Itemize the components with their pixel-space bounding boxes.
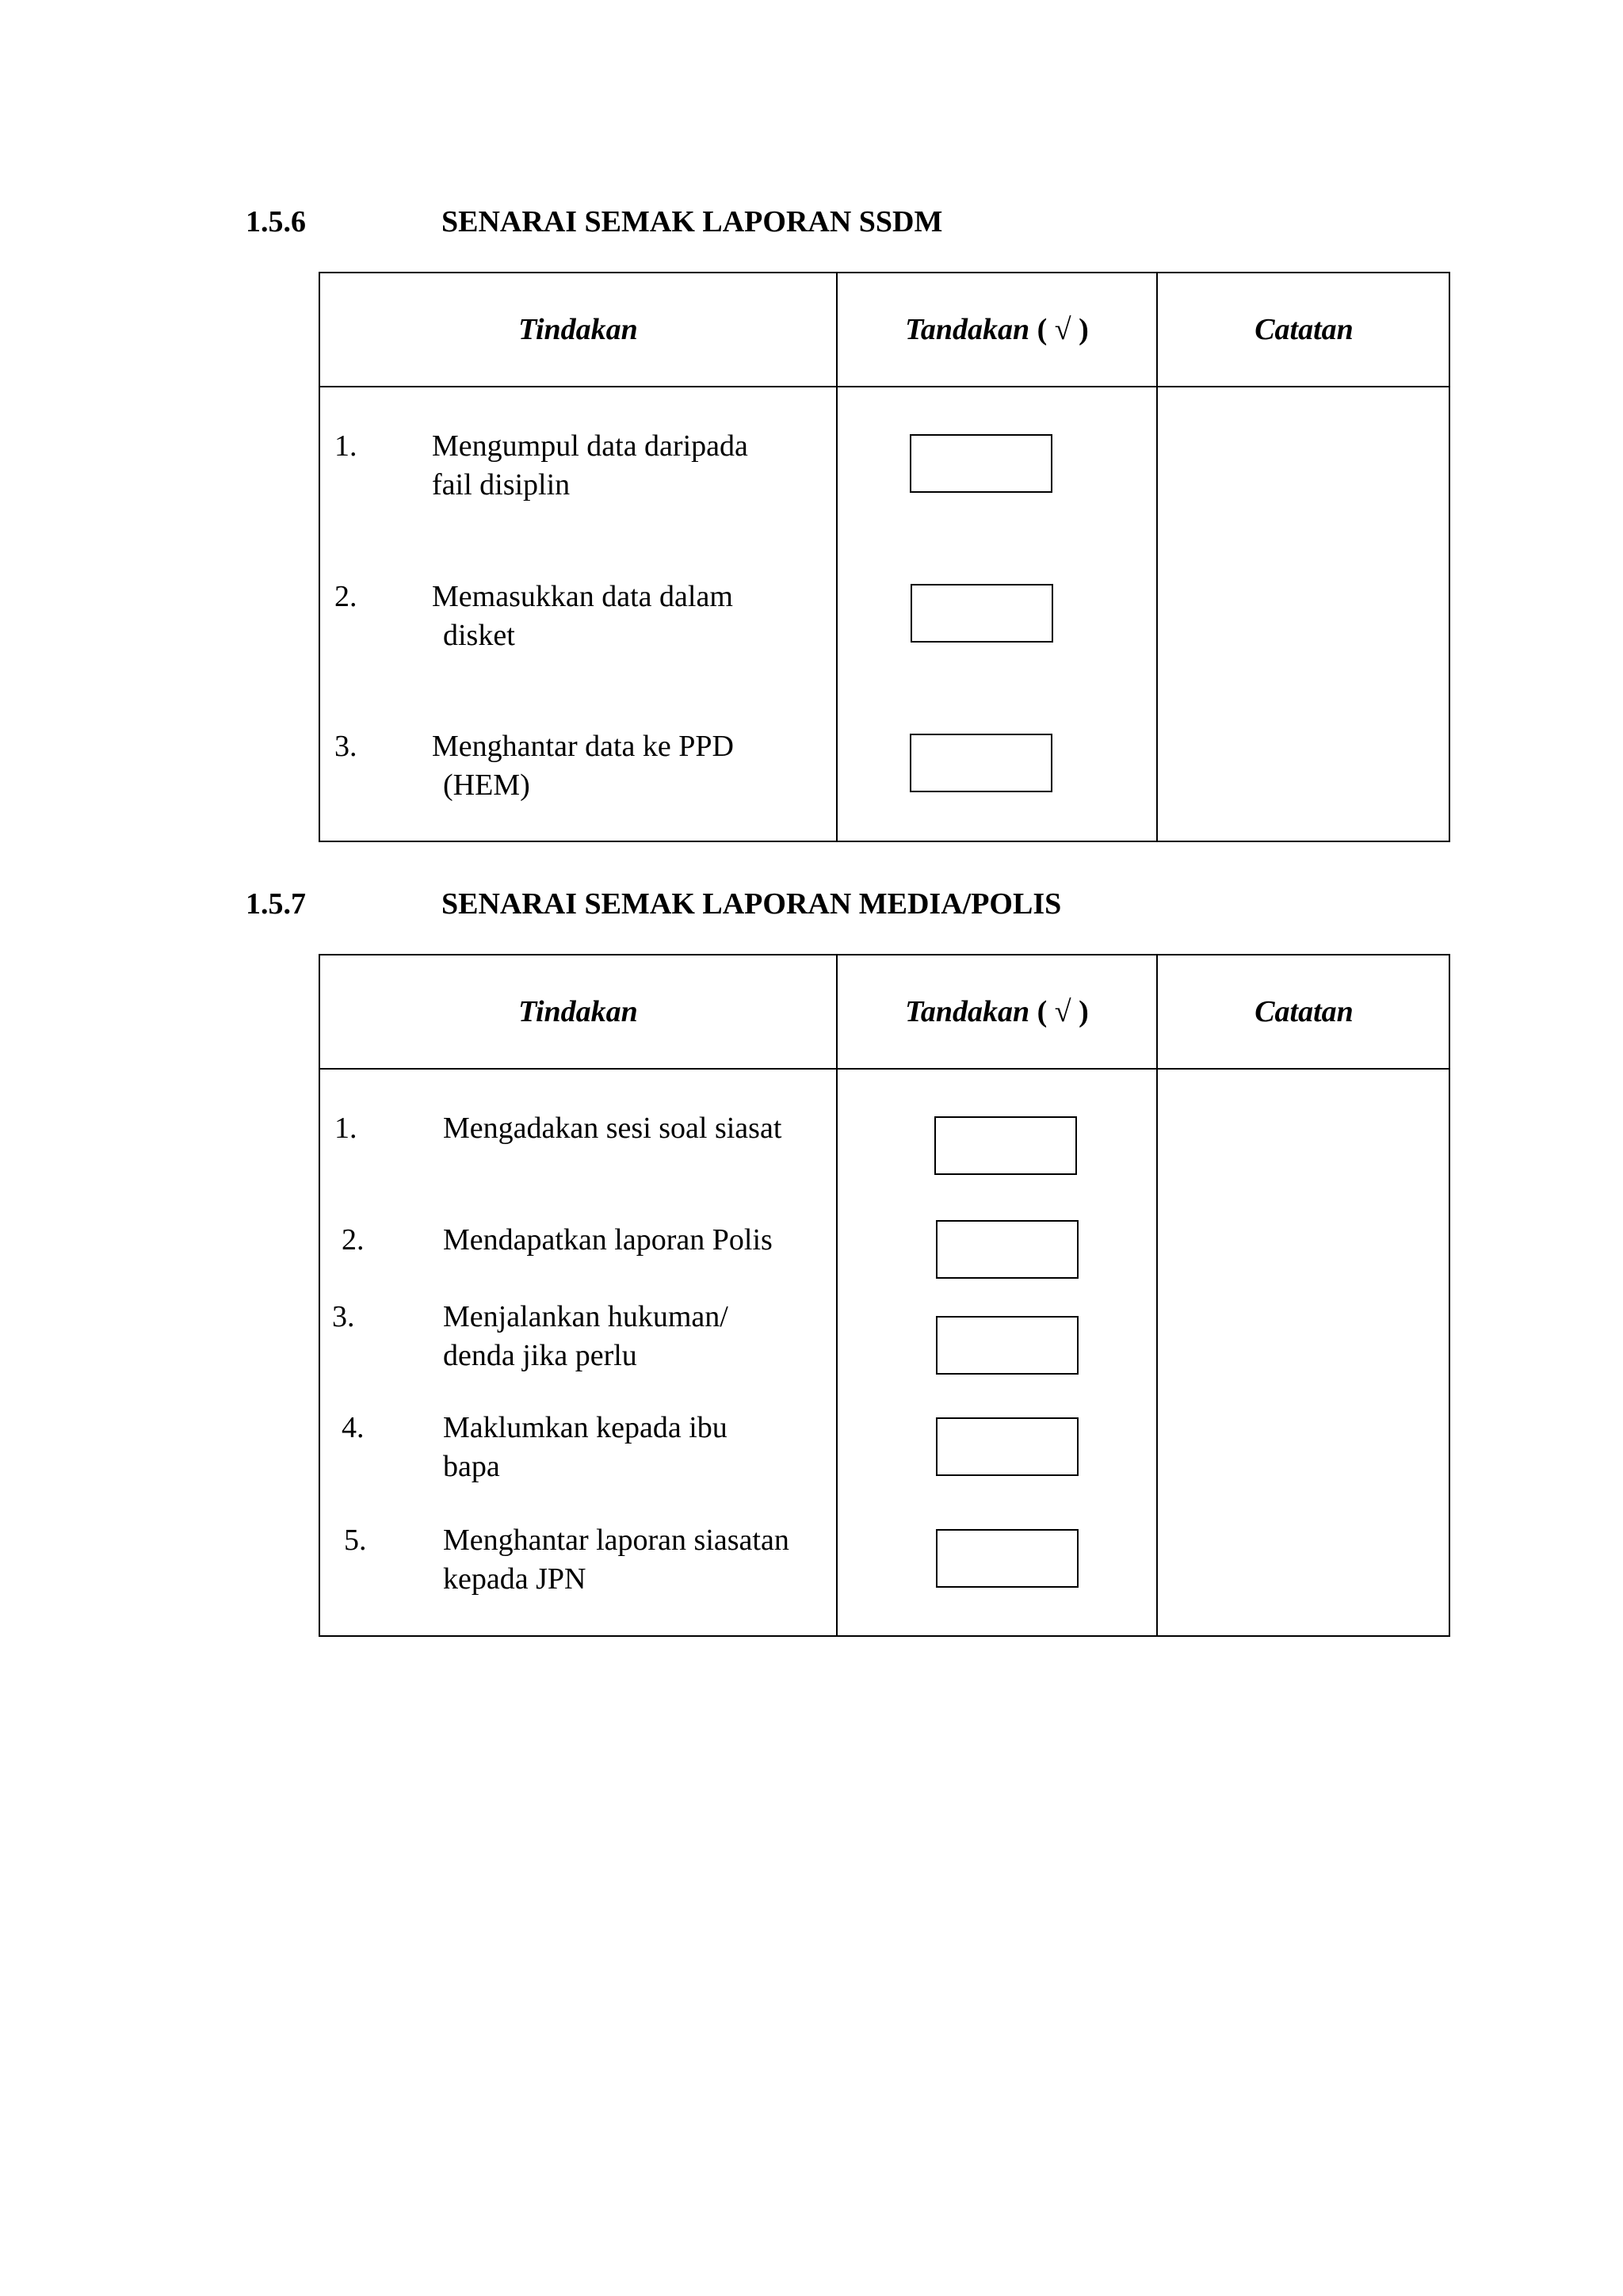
check-mark-icon: ( √ ): [1037, 995, 1089, 1028]
item-text: [432, 727, 734, 805]
header-catatan: Catatan: [1254, 313, 1354, 346]
checkbox-media-4[interactable]: [936, 1417, 1079, 1476]
item-text-line: Mengumpul data daripada: [432, 429, 748, 463]
checkbox-media-5[interactable]: [936, 1529, 1079, 1588]
checkbox-ssdm-2[interactable]: [911, 584, 1053, 643]
checkbox-ssdm-3[interactable]: [910, 734, 1052, 792]
media-polis-checklist-table: [319, 954, 1450, 1637]
item-text: [443, 1221, 773, 1260]
item-text-line: disket: [443, 619, 515, 652]
ssdm-checklist-table: [319, 272, 1450, 842]
header-catatan: Catatan: [1254, 995, 1354, 1028]
section-number-1-5-6: 1.5.6: [246, 205, 306, 238]
item-text-line: Menghantar data ke PPD: [432, 730, 734, 763]
item-text-line: Menghantar laporan siasatan: [443, 1524, 789, 1557]
item-text-line: denda jika perlu: [443, 1339, 637, 1372]
item-text-line: Memasukkan data dalam: [432, 580, 733, 613]
item-text: [432, 578, 733, 655]
item-text: [443, 1521, 789, 1599]
header-tandakan-label: Tandakan: [905, 313, 1030, 346]
item-text-line: (HEM): [443, 769, 530, 802]
header-tindakan: Tindakan: [518, 313, 638, 346]
item-number: 1.: [334, 429, 357, 463]
item-text: [443, 1109, 781, 1148]
item-text: [443, 1298, 728, 1375]
section-title-ssdm: SENARAI SEMAK LAPORAN SSDM: [441, 205, 943, 238]
checkbox-media-1[interactable]: [934, 1116, 1077, 1175]
item-number: 3.: [334, 730, 357, 763]
item-text: [443, 1409, 727, 1486]
header-tandakan-label: Tandakan: [905, 995, 1030, 1028]
header-tindakan: Tindakan: [518, 995, 638, 1028]
item-text-line: kepada JPN: [443, 1562, 586, 1596]
check-mark-icon: ( √ ): [1037, 313, 1089, 346]
header-divider: [320, 386, 1449, 387]
item-number: 3.: [332, 1300, 355, 1333]
section-title-media-polis: SENARAI SEMAK LAPORAN MEDIA/POLIS: [441, 887, 1062, 921]
item-number: 2.: [334, 580, 357, 613]
item-text-line: Mengadakan sesi soal siasat: [443, 1112, 782, 1145]
header-tandakan: [838, 273, 1156, 386]
item-number: 5.: [344, 1524, 367, 1557]
item-text-line: fail disiplin: [432, 468, 571, 502]
checkbox-ssdm-1[interactable]: [910, 434, 1052, 493]
header-divider: [320, 1068, 1449, 1070]
item-text-line: Maklumkan kepada ibu: [443, 1411, 727, 1444]
item-text-line: Menjalankan hukuman/: [443, 1300, 728, 1333]
checkbox-media-3[interactable]: [936, 1316, 1079, 1375]
header-tandakan: [838, 955, 1156, 1068]
item-text: [432, 427, 748, 505]
item-number: 4.: [342, 1411, 365, 1444]
item-number: 2.: [342, 1223, 365, 1257]
item-text-line: Mendapatkan laporan Polis: [443, 1223, 773, 1257]
item-text-line: bapa: [443, 1450, 500, 1483]
checkbox-media-2[interactable]: [936, 1220, 1079, 1279]
section-number-1-5-7: 1.5.7: [246, 887, 306, 921]
item-number: 1.: [334, 1112, 357, 1145]
